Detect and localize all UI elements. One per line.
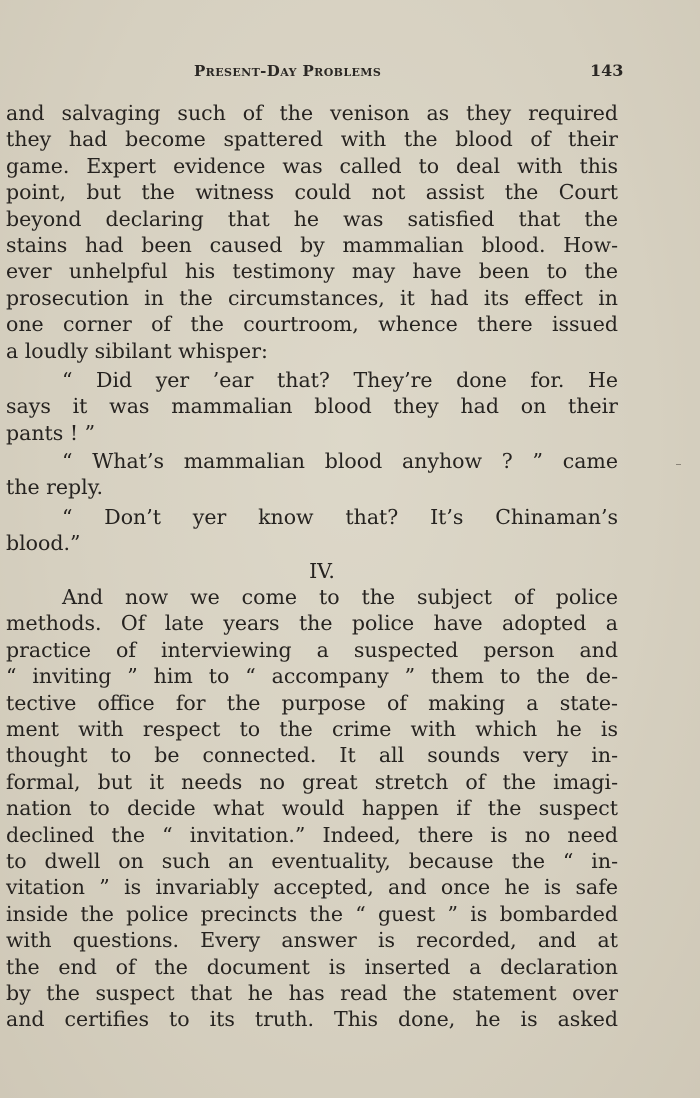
section-heading: IV. [309, 558, 335, 583]
margin-mark [676, 464, 681, 465]
text-line: tective office for the purpose of making a state- [6, 690, 618, 715]
text-line: methods. Of late years the police have adopted a [6, 611, 618, 636]
page-number: 143 [590, 61, 624, 80]
text-line: declined the “ invitation.” Indeed, there is no need [6, 822, 618, 847]
text-line: with questions. Every answer is recorded, and at [6, 928, 618, 953]
text-line: one corner of the courtroom, whence there issued [6, 312, 618, 337]
text-line: practice of interviewing a suspected person and [6, 637, 618, 662]
running-title: Present-Day Problems [194, 62, 382, 80]
paragraph [6, 100, 618, 364]
text-line: pants ! ” [6, 420, 96, 445]
text-line: “ inviting ” him to “ accompany ” them to the de- [6, 664, 618, 689]
text-line: prosecution in the circumstances, it had its effect in [6, 285, 618, 310]
text-line: stains had been caused by mammalian blood. How- [6, 232, 618, 257]
text-line: says it was mammalian blood they had on their [6, 394, 618, 419]
text-line: beyond declaring that he was satisfied that the [6, 206, 618, 231]
text-line: “ What’s mammalian blood anyhow ? ” came [62, 449, 618, 474]
text-line: point, but the witness could not assist the Court [6, 180, 618, 205]
text-line: “ Don’t yer know that? It’s Chinaman’s [62, 504, 618, 529]
body-text [6, 100, 618, 1033]
paragraph [6, 448, 618, 501]
text-line: thought to be connected. It all sounds very in- [6, 743, 618, 768]
text-line: nation to decide what would happen if the suspect [6, 796, 618, 821]
text-line: to dwell on such an eventuality, because the “ in- [6, 848, 618, 873]
paragraph [6, 584, 618, 1033]
text-line: “ Did yer ’ear that? They’re done for. He [62, 367, 618, 392]
running-head [0, 62, 700, 86]
text-line: the end of the document is inserted a declaration [6, 954, 618, 979]
text-line: formal, but it needs no great stretch of the imagi- [6, 769, 618, 794]
text-line: and certifies to its truth. This done, he is asked [6, 1007, 618, 1032]
text-line: a loudly sibilant whisper: [6, 338, 268, 363]
text-line: the reply. [6, 475, 104, 500]
text-line: vitation ” is invariably accepted, and once he is safe [6, 875, 618, 900]
paragraph [6, 367, 618, 446]
text-line: And now we come to the subject of police [62, 585, 618, 610]
paragraph [6, 504, 618, 557]
text-line: they had become spattered with the blood of their [6, 127, 618, 152]
text-line: inside the police precincts the “ guest ” is bombarded [6, 901, 618, 926]
text-line: and salvaging such of the venison as they required [6, 101, 618, 125]
text-line: ment with respect to the crime with which he is [6, 716, 618, 741]
text-line: by the suspect that he has read the statement over [6, 980, 618, 1005]
text-line: ever unhelpful his testimony may have been to the [6, 259, 618, 284]
text-line: blood.” [6, 531, 81, 556]
text-line: game. Expert evidence was called to deal with this [6, 153, 618, 178]
